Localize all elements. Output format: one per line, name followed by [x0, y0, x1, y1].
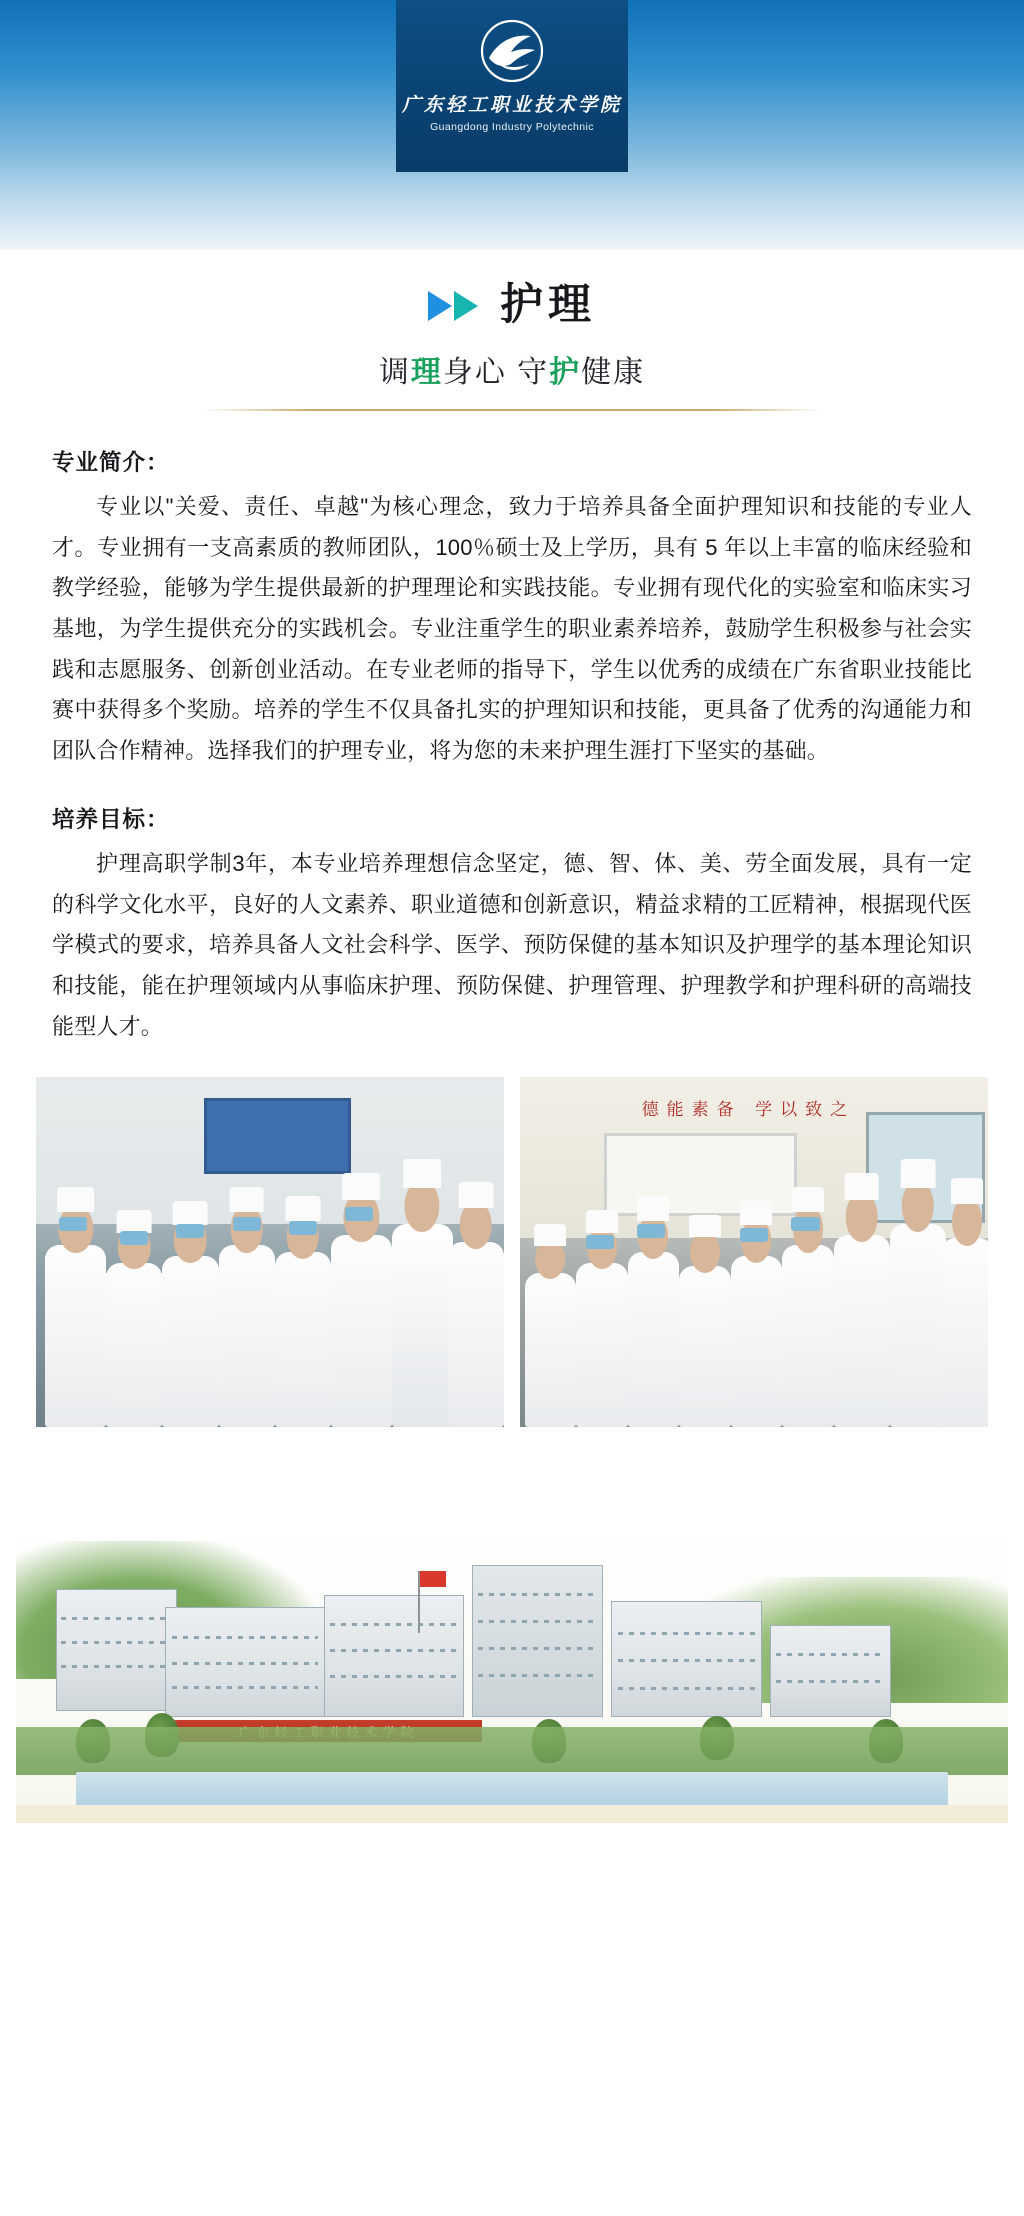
section-body-goals: 护理高职学制3年，本专业培养理想信念坚定，德、智、体、美、劳全面发展，具有一定的科学文化水平，良好的人文素养、职业道德和创新意识，精益求精的工匠精神，根据现代医学模式的要求，培养具备人文社会科学、医学、预防保健的基本知识及护理学的基本理论知识和技能，能在护理领域内从事临床护理、预防保健、护理管理、护理教学和护理科研的高端技能型人才。: [52, 850, 972, 1039]
photo-person: [941, 1238, 988, 1427]
photo-face-mask: [59, 1217, 87, 1231]
photo-person: [45, 1245, 106, 1427]
campus-building: [56, 1589, 177, 1711]
institution-name-cn: 广东轻工职业技术学院: [401, 94, 622, 116]
photo-person: [628, 1252, 679, 1427]
photo-classroom-nursing-demonstration: [520, 1077, 988, 1427]
bird-logo-icon: [469, 18, 555, 84]
institution-name-en: Guangdong Industry Polytechnic: [430, 121, 594, 133]
section-spacer: [52, 772, 972, 802]
campus-illustration: [16, 1523, 1008, 1823]
subtitle-part-3: 护: [549, 356, 582, 389]
campus-lawn: [16, 1727, 1008, 1775]
section-heading-goals: 培养目标：: [52, 806, 170, 832]
content-area: [0, 411, 1024, 1047]
photo-face-mask: [176, 1224, 204, 1238]
photo-person: [576, 1263, 627, 1428]
campus-building: [611, 1601, 762, 1717]
campus-flagpole-icon: [418, 1571, 420, 1633]
double-triangle-play-icon: [428, 289, 484, 323]
photo-person: [679, 1266, 730, 1427]
photo-bedside-nursing-training: [36, 1077, 504, 1427]
photo-person: [392, 1224, 453, 1427]
photo-person: [525, 1273, 576, 1427]
title-block: [0, 281, 1024, 411]
photo-person: [331, 1235, 392, 1428]
header-banner: [0, 0, 1024, 250]
photo-face-mask: [233, 1217, 261, 1231]
section-heading-intro: 专业简介：: [52, 450, 170, 475]
photo-person: [219, 1245, 275, 1427]
subtitle-part-4: 健康: [581, 356, 646, 389]
campus-illustration-wrapper: [0, 1523, 1024, 1849]
campus-building: [472, 1565, 603, 1717]
logo-plate: [396, 0, 628, 172]
subtitle-part-0: 调: [378, 356, 411, 389]
photo-person: [834, 1235, 890, 1428]
campus-building: [165, 1607, 326, 1717]
photo-face-mask: [791, 1217, 819, 1231]
photo-person: [448, 1242, 504, 1428]
photo-face-mask: [740, 1228, 768, 1242]
title-row: [0, 281, 1024, 329]
photo-wall-board: [204, 1098, 350, 1174]
campus-foreground: [16, 1805, 1008, 1823]
photo-person: [275, 1252, 331, 1427]
photo-person: [782, 1245, 833, 1427]
photo-face-mask: [586, 1235, 614, 1249]
photo-face-mask: [120, 1231, 148, 1245]
photo-person: [162, 1256, 218, 1428]
photo-wall-banner-text: 德能素备 学以致之: [641, 1099, 856, 1120]
section-body-intro: 专业以"关爱、责任、卓越"为核心理念，致力于培养具备全面护理知识和技能的专业人才。专业拥有一支高素质的教师团队，100％硕士及上学历，具有 5 年以上丰富的临床经验和教学经验，能够为学生提供最新的护理理论和实践技能。专业拥有现代化的实验室和临床实习基地，为学生提供充分的实践机会。专业注重学生的职业素养培养，鼓励学生积极参与社会实践和志愿服务、创新创业活动。在专业老师的指导下，学生以优秀的成绩在广东省职业技能比赛中获得多个奖励。培养的学生不仅具备扎实的护理知识和技能，更具备了优秀的沟通能力和团队合作精神。选择我们的护理专业，将为您的未来护理生涯打下坚实的基础。: [52, 494, 972, 764]
subtitle-part-2: 身心 守: [442, 356, 550, 389]
photo-person: [890, 1224, 946, 1427]
title-divider: [202, 409, 822, 411]
campus-caption: [16, 1523, 17, 1524]
campus-building: [770, 1625, 891, 1717]
photo-face-mask: [637, 1224, 665, 1238]
photo-row: [0, 1077, 1024, 1427]
photo-person: [106, 1263, 162, 1428]
photo-person: [731, 1256, 782, 1428]
page-subtitle: [0, 347, 1024, 391]
subtitle-part-1: 理: [410, 356, 443, 389]
photo-face-mask: [345, 1207, 373, 1221]
campus-building: [324, 1595, 465, 1717]
photo-face-mask: [289, 1221, 317, 1235]
page-title: 护理: [500, 281, 596, 329]
